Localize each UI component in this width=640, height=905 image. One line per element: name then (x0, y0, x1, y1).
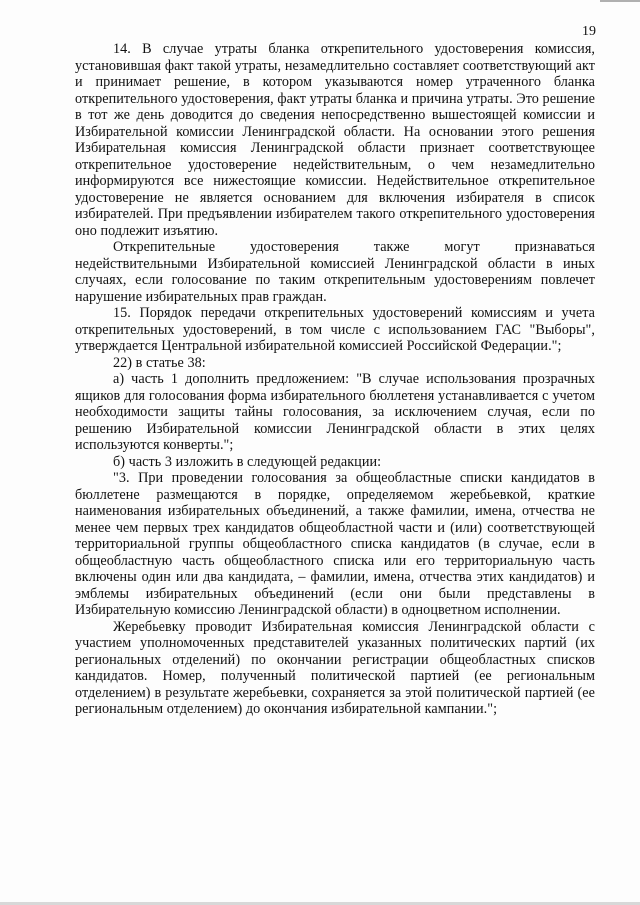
document-body (75, 41, 595, 718)
paragraph-invalidation: Открепительные удостоверения также могут признаваться недействительными Избирательной комиссией Ленинградской области в иных случаях, если голосование по таким открепительным удостоверениям повлечет нарушение избирательных прав граждан. (75, 239, 595, 305)
page-number: 19 (582, 24, 596, 39)
paragraph-part-3-intro: б) часть 3 изложить в следующей редакции: (113, 453, 382, 470)
paragraph-article-38: 22) в статье 38: (113, 354, 206, 371)
paragraph-lottery: Жеребьевку проводит Избирательная комиссия Ленинградской области с участием уполномоченных представителей указанных политических партий (их региональных отделений) по окончании регистрации общеобластных списков кандидатов. Номер, полученный политической партией (ее региональным отделением) в результате жеребьевки, сохраняется за этой политической партией (ее региональным отделением) до окончания избирательной кампании."; (75, 618, 595, 717)
paragraph-item-15: 15. Порядок передачи открепительных удостоверений комиссиям и учета открепительных удостоверений, в том числе с использованием ГАС "Выборы", утверждается Центральной избирательной комиссией Российской Федерации."; (75, 305, 595, 354)
paragraph-item-14: 14. В случае утраты бланка открепительного удостоверения комиссия, установившая факт такой утраты, незамедлительно составляет соответствующий акт и принимает решение, в котором указываются номер утраченного бланка открепительного удостоверения, факт утраты бланка и причина утраты. Это решение в тот же день доводится до сведения непосредственно вышестоящей комиссии и Избирательной комиссии Ленинградской области. На основании этого решения Избирательная комиссия Ленинградской области признает соответствующее открепительное удостоверение недействительным, о чем незамедлительно информируются все нижестоящие комиссии. Недействительное открепительное удостоверение не является основанием для включения избирателя в список избирателей. При предъявлении избирателем такого открепительного удостоверения оно подлежит изъятию. (75, 41, 595, 239)
scan-edge-top (600, 0, 640, 2)
paragraph-part-3-text: "3. При проведении голосования за общеобластные списки кандидатов в бюллетене размещаются в порядке, определяемом жеребьевкой, краткие наименования избирательных объединений, а также фамилии, имена, отчества не менее чем первых трех кандидатов общеобластной части и (или) соответствующей территориальной группы общеобластного списка кандидатов (в случае, если в общеобластную часть общеобластного списка или его территориальную часть включены один или два кандидата, – фамилии, имена, отчества этих кандидатов) и эмблемы избирательных объединений (если они были представлены в Избирательную комиссию Ленинградской области) в одноцветном исполнении. (75, 470, 595, 618)
paragraph-part-1: а) часть 1 дополнить предложением: "В случае использования прозрачных ящиков для голосования форма избирательного бюллетеня устанавливается с учетом необходимости защиты тайны голосования, за исключением случая, если по решению Избирательной комиссии Ленинградской области в этих целях используются конверты."; (75, 371, 595, 453)
